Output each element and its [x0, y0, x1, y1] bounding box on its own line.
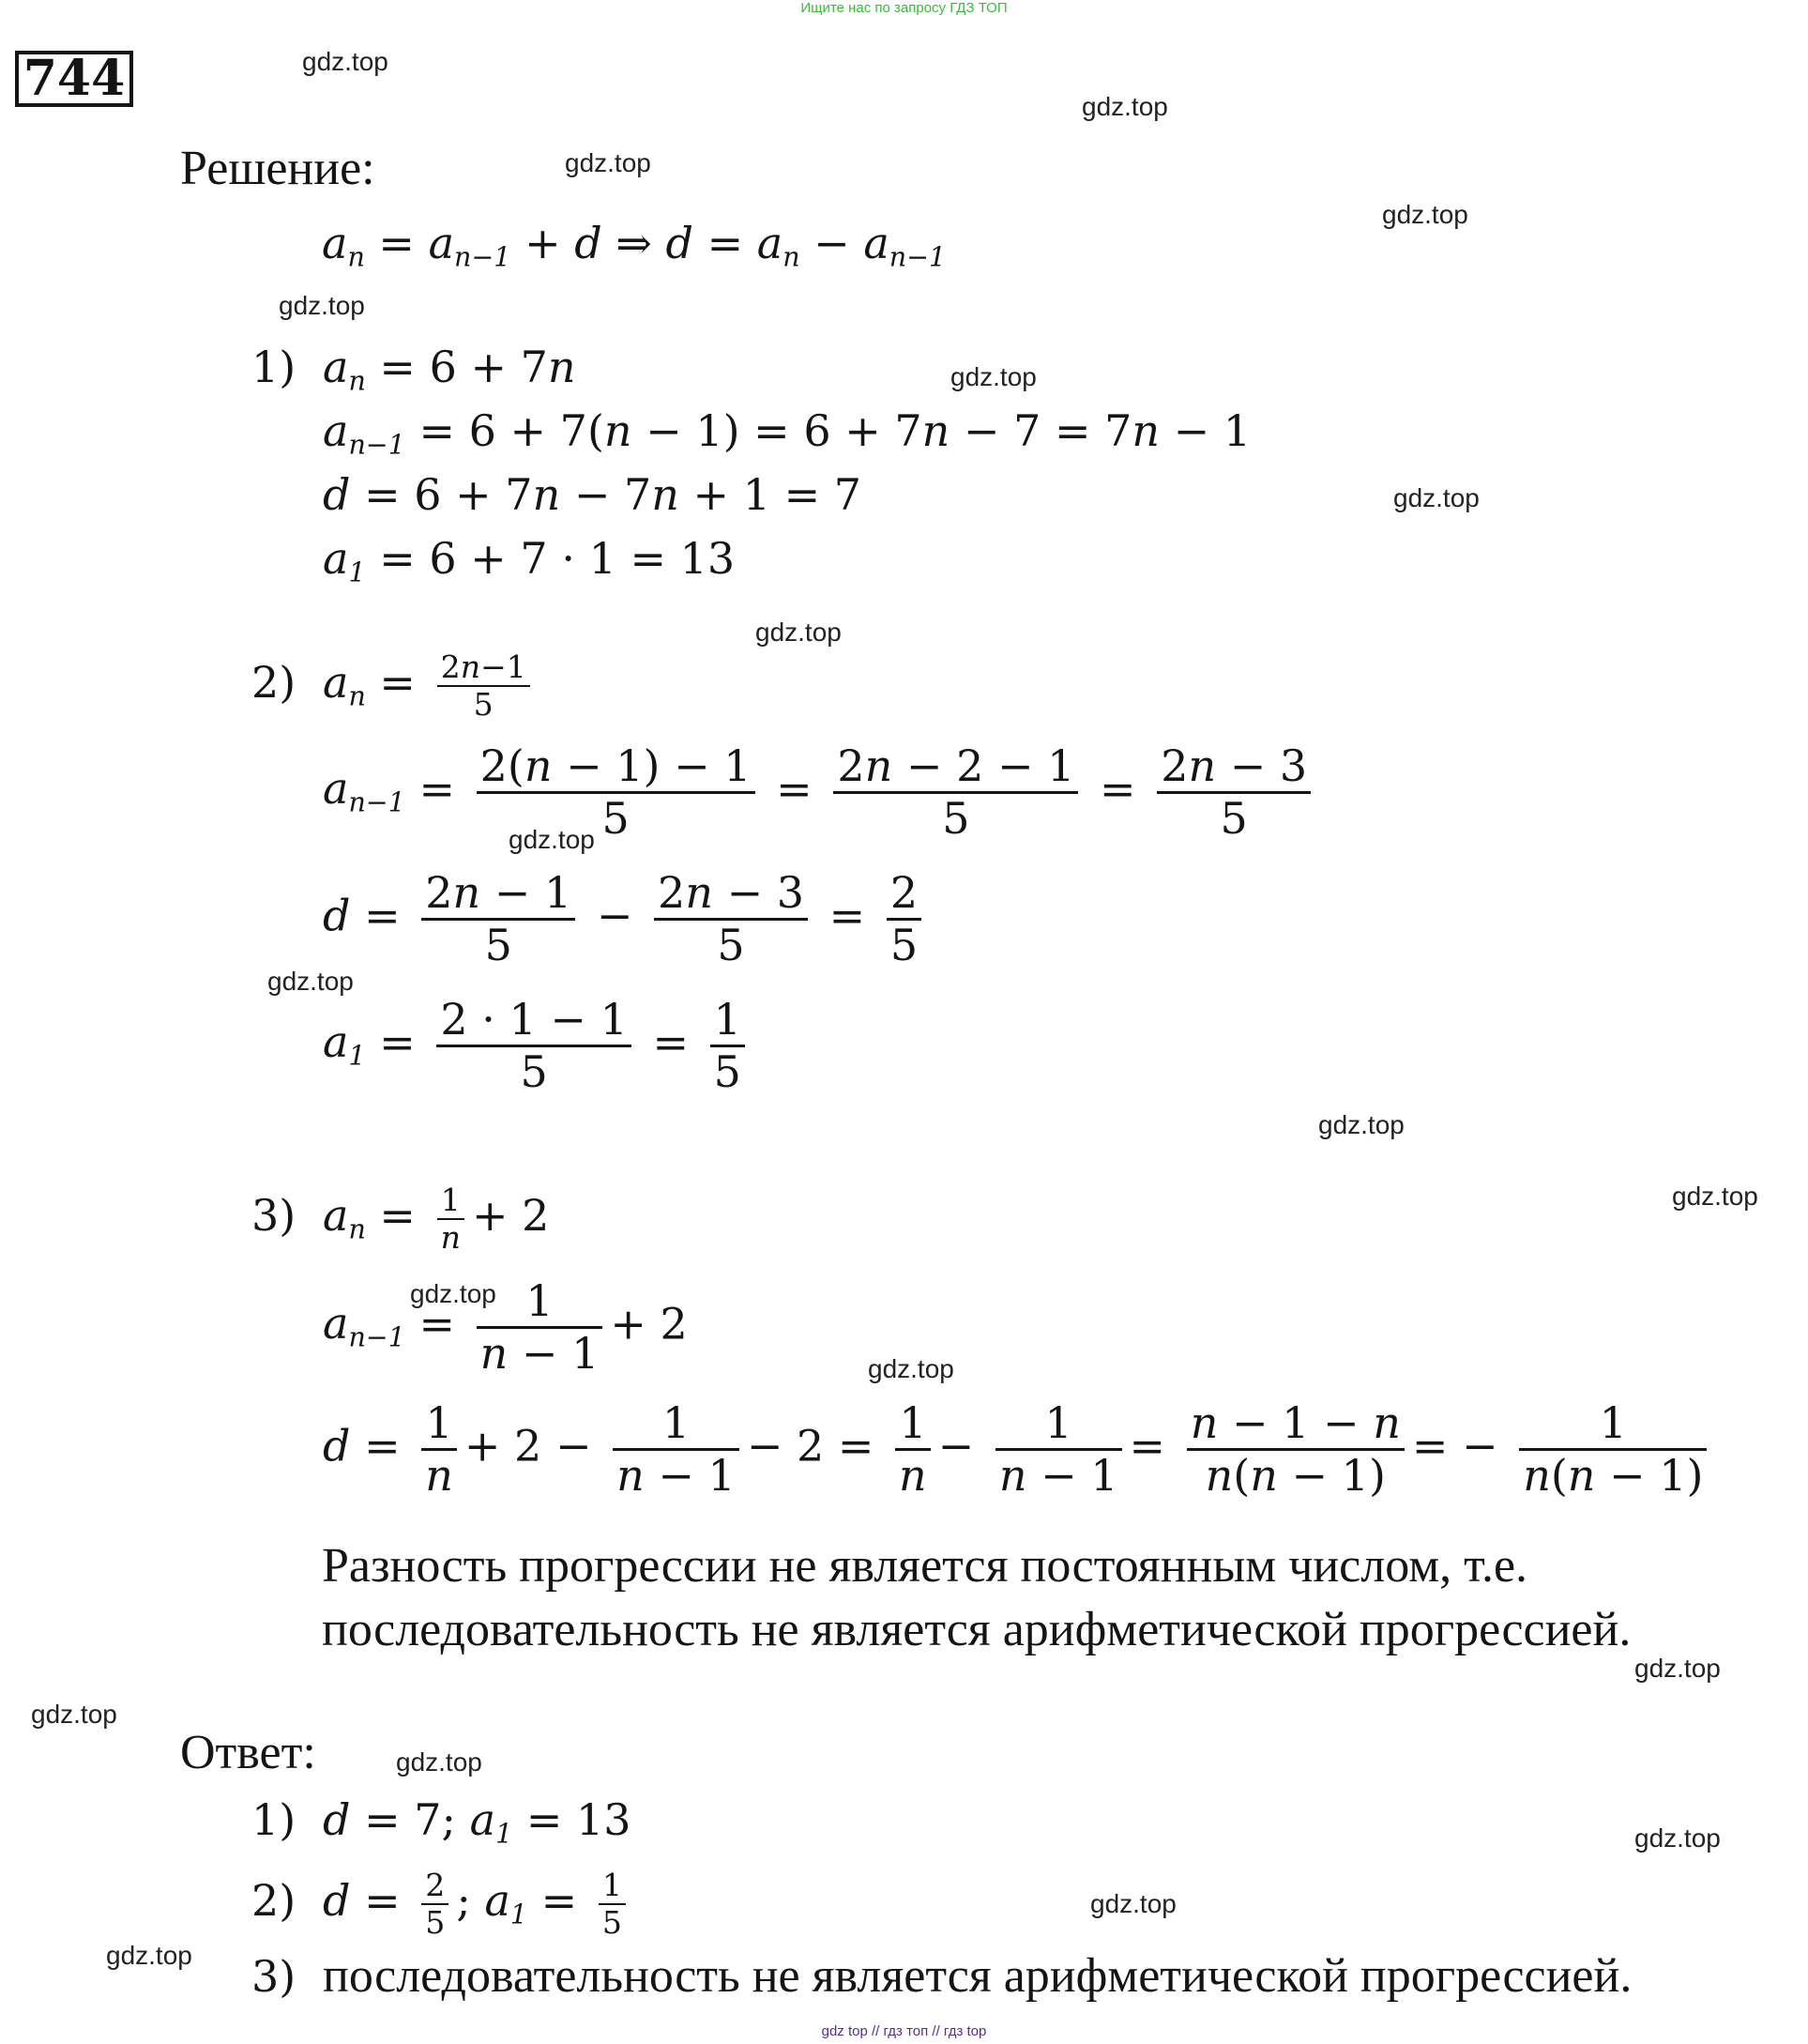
watermark: gdz.top — [509, 825, 595, 854]
fraction: $\frac{2n - 3}{5}$ — [1157, 741, 1311, 844]
fraction: $\frac{1}{5}$ — [599, 1868, 626, 1941]
answer-3-label: 3) — [251, 1951, 296, 2002]
part-2-line-4: $a_1$ = $\frac{2 \cdot 1 - 1}{5}$ = $\frac{1}{5}$ — [323, 995, 752, 1097]
fraction: $\frac{1}{n - 1}$ — [995, 1398, 1122, 1501]
fraction: $\frac{1}{n}$ — [895, 1398, 931, 1501]
watermark: gdz.top — [1382, 200, 1468, 229]
watermark: gdz.top — [302, 47, 388, 76]
watermark: gdz.top — [279, 291, 365, 320]
answer-2: 2) d = $\frac{2}{5}$ ; $a_1$ = $\frac{1}{5}$ — [251, 1868, 633, 1943]
watermark: gdz.top — [396, 1747, 482, 1777]
part-1-line-2: $a_{n-1} = 6 + 7(n - 1) = 6 + 7n - 7 = 7n - 1$ — [323, 405, 1252, 461]
watermark: gdz.top — [1634, 1823, 1721, 1853]
fraction: $\frac{2(n - 1) - 1}{5}$ — [477, 741, 755, 844]
answer-1: 1) d = 7; $a_1 = 13$ — [251, 1794, 631, 1850]
watermark: gdz.top — [1090, 1889, 1177, 1918]
header-banner[interactable]: Ищите нас по запросу ГДЗ ТОП — [800, 0, 1008, 16]
watermark: gdz.top — [868, 1354, 954, 1383]
footer[interactable]: gdz top // гдз топ // гдз top — [821, 2023, 987, 2039]
part-2-line-1: 2) $a_n$ = $\frac{2n-1}{5}$ — [251, 649, 538, 725]
fraction: $\frac{2n - 3}{5}$ — [654, 868, 808, 970]
fraction: $\frac{1}{n - 1}$ — [477, 1276, 603, 1379]
part-3-line-1: 3) $a_n$ = $\frac{1}{n}$ + 2 — [251, 1182, 550, 1257]
general-formula: $a_n = a_{n-1} + d$ ⇒ $d = a_n - a_{n-1}$ — [322, 218, 947, 273]
fraction: $\frac{2n - 1}{5}$ — [421, 868, 575, 970]
answer-3 — [251, 1945, 1632, 2007]
watermark: gdz.top — [1672, 1182, 1758, 1211]
conclusion-line-1: Разность прогрессии не является постоянным числом, т.е. — [322, 1539, 1528, 1593]
answer-label: Ответ: — [180, 1726, 316, 1779]
watermark: gdz.top — [31, 1700, 117, 1729]
fraction: $\frac{2n - 2 - 1}{5}$ — [833, 741, 1078, 844]
part-1-line-4: $a_1 = 6 + 7 \cdot 1 = 13$ — [323, 533, 736, 588]
part-3-label: 3) — [251, 1190, 296, 1242]
answer-2-label: 2) — [251, 1875, 296, 1927]
part-3-line-2: $a_{n-1}$ = $\frac{1}{n - 1}$ + 2 — [323, 1275, 688, 1379]
watermark: gdz.top — [1393, 483, 1480, 512]
fraction: $\frac{1}{n}$ — [437, 1182, 464, 1256]
watermark: gdz.top — [950, 362, 1037, 391]
part-2-label: 2) — [251, 657, 296, 709]
part-3-line-3: d = $\frac{1}{n}$ + 2 − $\frac{1}{n - 1}$ − 2 = $\frac{1}{n}$ − $\frac{1}{n - 1}$ = $\frac{n - 1 - n}{n(n - 1)}$ = − $\frac{1}{n(n - 1)}$ — [323, 1398, 1714, 1501]
fraction: $\frac{2}{5}$ — [421, 1868, 448, 1941]
answer-1-label: 1) — [251, 1794, 296, 1845]
part-1-label: 1) — [251, 342, 296, 392]
part-1-line-3: d = 6 + 7n − 7n + 1 = 7 — [323, 469, 862, 520]
part-2-line-2: $a_{n-1}$ = $\frac{2(n - 1) - 1}{5}$ = $\frac{2n - 2 - 1}{5}$ = $\frac{2n - 3}{5}$ — [323, 741, 1318, 844]
watermark: gdz.top — [1634, 1654, 1721, 1683]
fraction: $\frac{n - 1 - n}{n(n - 1)}$ — [1187, 1398, 1405, 1501]
fraction: $\frac{1}{5}$ — [710, 995, 745, 1097]
watermark: gdz.top — [267, 967, 354, 996]
answer-3-text: последовательность не является арифметической прогрессией. — [323, 1949, 1633, 2003]
fraction: $\frac{1}{n - 1}$ — [613, 1398, 739, 1501]
fraction: $\frac{1}{n(n - 1)}$ — [1519, 1398, 1707, 1501]
fraction: $\frac{1}{n}$ — [421, 1398, 457, 1501]
watermark: gdz.top — [106, 1941, 192, 1970]
watermark: gdz.top — [410, 1279, 496, 1308]
conclusion-line-2: последовательность не является арифметической прогрессией. — [322, 1603, 1632, 1656]
watermark: gdz.top — [1082, 92, 1168, 121]
part-1-line-1: 1) $a_n = 6 + 7n$ — [251, 342, 576, 397]
part-2-line-3: d = $\frac{2n - 1}{5}$ − $\frac{2n - 3}{5}$ = $\frac{2}{5}$ — [323, 868, 929, 970]
fraction: $\frac{2}{5}$ — [887, 868, 921, 970]
fraction: $\frac{2n-1}{5}$ — [437, 649, 530, 723]
problem-number: 744 — [15, 51, 133, 107]
watermark: gdz.top — [755, 618, 842, 647]
watermark: gdz.top — [1318, 1110, 1405, 1139]
fraction: $\frac{2 \cdot 1 - 1}{5}$ — [436, 995, 631, 1097]
solution-label: Решение: — [180, 142, 375, 195]
watermark: gdz.top — [565, 148, 651, 177]
